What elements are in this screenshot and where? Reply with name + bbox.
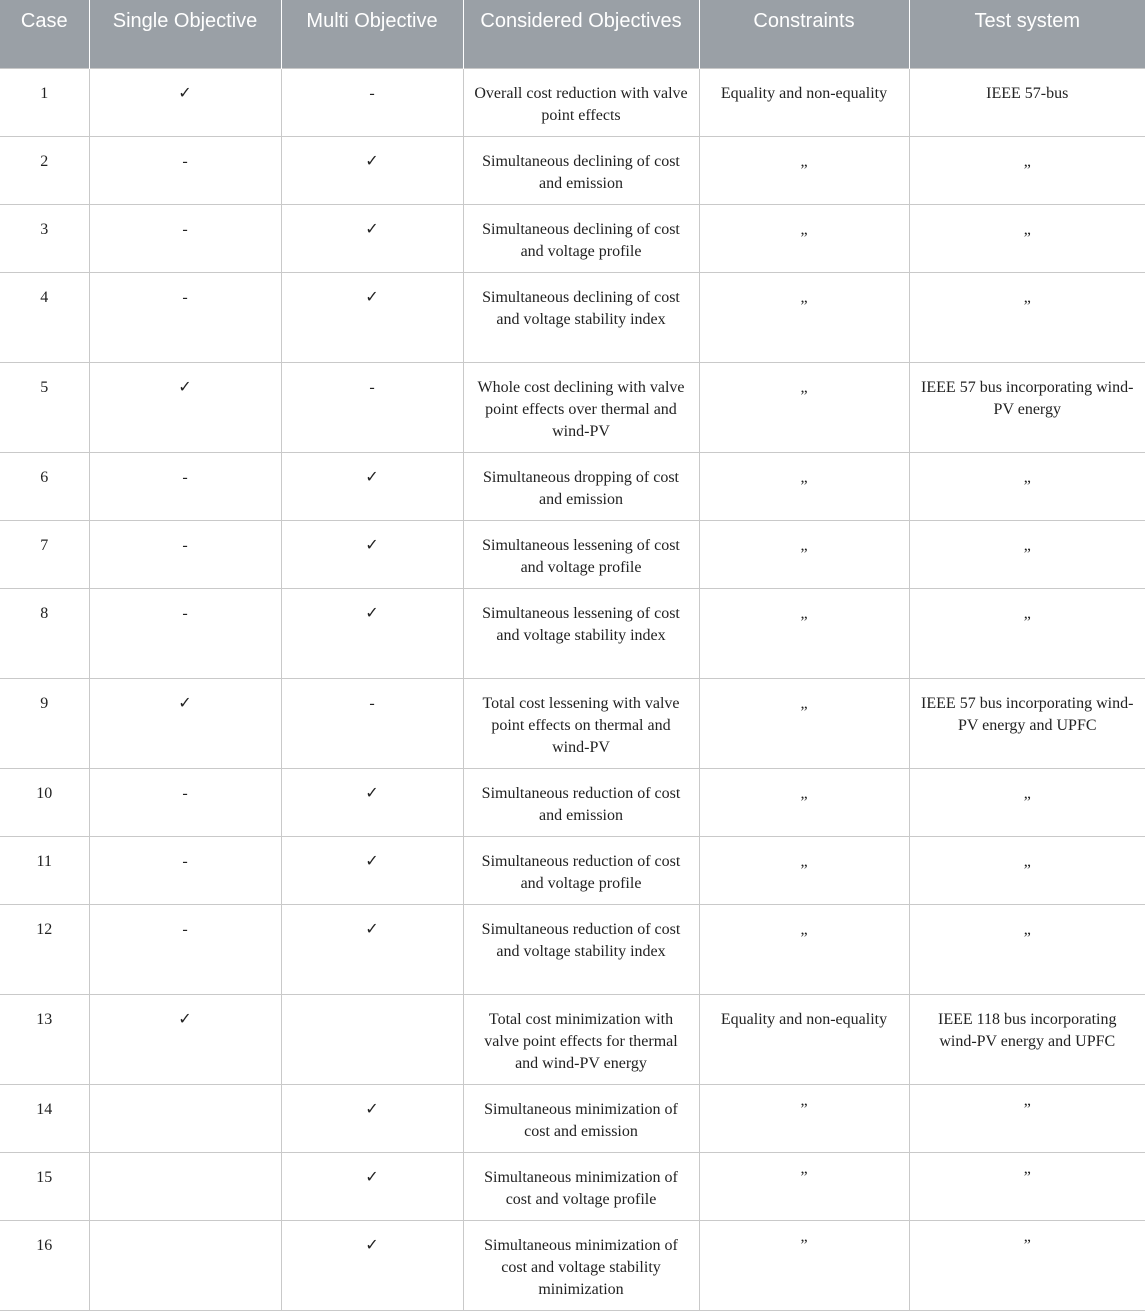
cell-test-system: ”: [909, 1084, 1145, 1152]
cell-objectives: Simultaneous reduction of cost and voltage stability index: [463, 904, 699, 994]
cell-test-system: ”: [909, 1220, 1145, 1310]
table-row: [0, 678, 1145, 768]
table-row: [0, 272, 1145, 362]
cell-case: 15: [0, 1152, 89, 1220]
cell-multi: ✓: [281, 1084, 463, 1152]
cell-single: ✓: [89, 678, 281, 768]
cell-objectives: Simultaneous minimization of cost and voltage profile: [463, 1152, 699, 1220]
cell-single: -: [89, 204, 281, 272]
cell-case: 14: [0, 1084, 89, 1152]
cell-multi: ✓: [281, 1220, 463, 1310]
cell-test-system: „: [909, 588, 1145, 678]
cell-single: -: [89, 136, 281, 204]
cell-case: 9: [0, 678, 89, 768]
cell-objectives: Total cost minimization with valve point effects for thermal and wind-PV energy: [463, 994, 699, 1084]
header-constraints: Constraints: [699, 0, 909, 68]
cell-test-system: IEEE 118 bus incorporating wind-PV energy and UPFC: [909, 994, 1145, 1084]
cell-single: [89, 1152, 281, 1220]
cell-multi: -: [281, 68, 463, 136]
cell-constraints: „: [699, 136, 909, 204]
cell-multi: ✓: [281, 588, 463, 678]
cell-objectives: Simultaneous declining of cost and voltage stability index: [463, 272, 699, 362]
cell-single: ✓: [89, 994, 281, 1084]
header-multi-objective: Multi Objective: [281, 0, 463, 68]
table-row: [0, 904, 1145, 994]
cell-single: -: [89, 452, 281, 520]
table-row: [0, 1084, 1145, 1152]
cell-single: ✓: [89, 68, 281, 136]
cell-case: 3: [0, 204, 89, 272]
cell-constraints: „: [699, 904, 909, 994]
cell-multi: ✓: [281, 904, 463, 994]
cell-test-system: „: [909, 836, 1145, 904]
cell-objectives: Simultaneous dropping of cost and emission: [463, 452, 699, 520]
cell-constraints: ”: [699, 1220, 909, 1310]
cell-objectives: Overall cost reduction with valve point effects: [463, 68, 699, 136]
cell-objectives: Total cost lessening with valve point effects on thermal and wind-PV: [463, 678, 699, 768]
cell-objectives: Whole cost declining with valve point effects over thermal and wind-PV: [463, 362, 699, 452]
cell-case: 12: [0, 904, 89, 994]
cell-case: 11: [0, 836, 89, 904]
cell-objectives: Simultaneous lessening of cost and voltage stability index: [463, 588, 699, 678]
cell-objectives: Simultaneous minimization of cost and voltage stability minimization: [463, 1220, 699, 1310]
cell-multi: ✓: [281, 204, 463, 272]
cell-constraints: ”: [699, 1084, 909, 1152]
cell-multi: ✓: [281, 452, 463, 520]
cell-constraints: „: [699, 588, 909, 678]
header-considered-objectives: Considered Objectives: [463, 0, 699, 68]
cell-constraints: „: [699, 768, 909, 836]
cell-test-system: „: [909, 204, 1145, 272]
cell-constraints: „: [699, 272, 909, 362]
cell-test-system: IEEE 57 bus incorporating wind-PV energy and UPFC: [909, 678, 1145, 768]
cell-test-system: „: [909, 520, 1145, 588]
cell-case: 10: [0, 768, 89, 836]
cell-case: 16: [0, 1220, 89, 1310]
cell-single: -: [89, 836, 281, 904]
cell-constraints: „: [699, 452, 909, 520]
table-row: [0, 1220, 1145, 1310]
cell-objectives: Simultaneous declining of cost and voltage profile: [463, 204, 699, 272]
table-row: [0, 768, 1145, 836]
cell-multi: ✓: [281, 136, 463, 204]
cell-test-system: „: [909, 768, 1145, 836]
cell-test-system: „: [909, 272, 1145, 362]
cell-case: 13: [0, 994, 89, 1084]
cell-constraints: „: [699, 204, 909, 272]
cell-single: [89, 1084, 281, 1152]
cell-test-system: „: [909, 904, 1145, 994]
cell-constraints: „: [699, 520, 909, 588]
cell-objectives: Simultaneous lessening of cost and voltage profile: [463, 520, 699, 588]
cell-case: 7: [0, 520, 89, 588]
cell-constraints: Equality and non-equality: [699, 68, 909, 136]
table-row: [0, 1152, 1145, 1220]
cell-objectives: Simultaneous declining of cost and emission: [463, 136, 699, 204]
cell-case: 6: [0, 452, 89, 520]
cell-case: 5: [0, 362, 89, 452]
cell-multi: -: [281, 362, 463, 452]
cell-multi: ✓: [281, 768, 463, 836]
table-row: [0, 136, 1145, 204]
header-case: Case: [0, 0, 89, 68]
cell-case: 8: [0, 588, 89, 678]
cell-multi: ✓: [281, 836, 463, 904]
cell-multi: ✓: [281, 272, 463, 362]
cell-case: 2: [0, 136, 89, 204]
cell-multi: ✓: [281, 520, 463, 588]
cell-objectives: Simultaneous reduction of cost and voltage profile: [463, 836, 699, 904]
header-row: [0, 0, 1145, 68]
cell-case: 4: [0, 272, 89, 362]
cell-single: -: [89, 768, 281, 836]
cell-multi: [281, 994, 463, 1084]
table-row: [0, 362, 1145, 452]
cell-objectives: Simultaneous minimization of cost and emission: [463, 1084, 699, 1152]
cell-single: -: [89, 904, 281, 994]
cell-multi: ✓: [281, 1152, 463, 1220]
cell-objectives: Simultaneous reduction of cost and emission: [463, 768, 699, 836]
cell-single: -: [89, 272, 281, 362]
cell-constraints: „: [699, 836, 909, 904]
cell-multi: -: [281, 678, 463, 768]
cell-single: [89, 1220, 281, 1310]
cell-test-system: IEEE 57 bus incorporating wind-PV energy: [909, 362, 1145, 452]
cell-constraints: Equality and non-equality: [699, 994, 909, 1084]
cell-constraints: „: [699, 678, 909, 768]
header-single-objective: Single Objective: [89, 0, 281, 68]
table-row: [0, 994, 1145, 1084]
cell-single: -: [89, 520, 281, 588]
table-row: [0, 452, 1145, 520]
table-row: [0, 68, 1145, 136]
cell-single: -: [89, 588, 281, 678]
table-row: [0, 520, 1145, 588]
table-row: [0, 588, 1145, 678]
cell-test-system: ”: [909, 1152, 1145, 1220]
cell-constraints: „: [699, 362, 909, 452]
cell-test-system: „: [909, 452, 1145, 520]
cell-single: ✓: [89, 362, 281, 452]
table-row: [0, 836, 1145, 904]
cell-case: 1: [0, 68, 89, 136]
table-row: [0, 204, 1145, 272]
cell-test-system: „: [909, 136, 1145, 204]
cell-constraints: ”: [699, 1152, 909, 1220]
header-test-system: Test system: [909, 0, 1145, 68]
cell-test-system: IEEE 57-bus: [909, 68, 1145, 136]
